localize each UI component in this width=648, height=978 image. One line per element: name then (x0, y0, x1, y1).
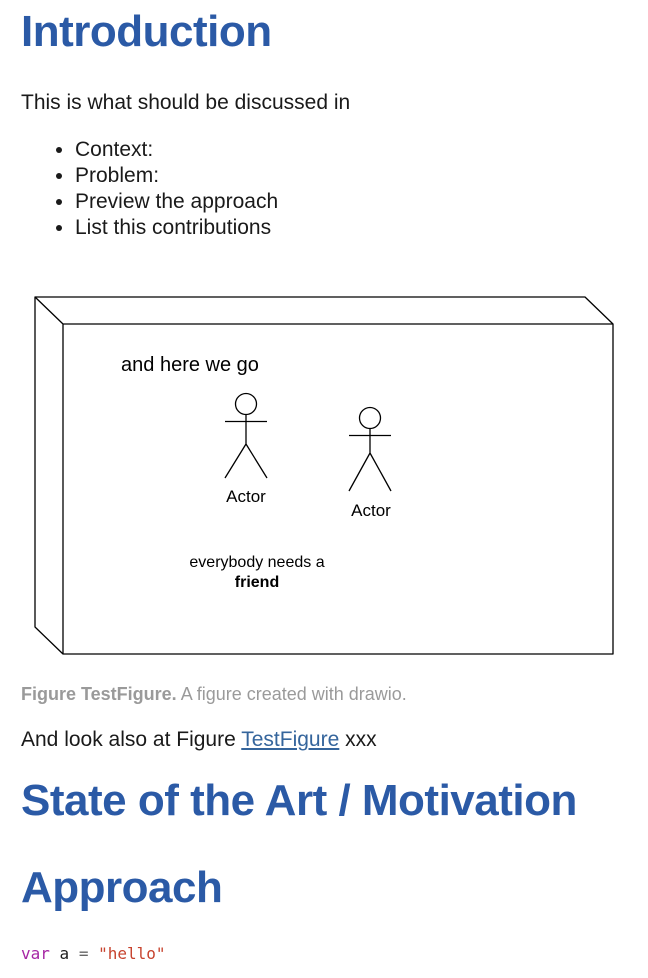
heading-introduction: Introduction (21, 7, 272, 56)
list-item-context: • Context: (75, 137, 628, 163)
intro-lead-paragraph: This is what should be discussed in (21, 91, 351, 115)
code-keyword: var (21, 944, 50, 964)
figure-caption (21, 681, 628, 707)
code-operator: = (78, 944, 89, 964)
list-item-contributions: • List this contributions (75, 215, 628, 241)
drawio-figure (34, 296, 616, 657)
intro-bullet-list (21, 137, 628, 241)
figure-note-bottom-line2: friend (234, 574, 280, 592)
actor-right-label: Actor (351, 501, 391, 521)
code-line (21, 944, 166, 963)
code-variable: a (59, 944, 70, 964)
actor-left-label: Actor (226, 487, 266, 507)
code-string: "hello" (98, 944, 166, 964)
figure-caption-text: A figure created with drawio. (176, 684, 407, 705)
list-item-preview: • Preview the approach (75, 189, 628, 215)
figure-caption-label: Figure TestFigure. (21, 684, 177, 705)
heading-state-of-the-art: State of the Art / Motivation (21, 776, 577, 826)
crossref-prefix: And look also at Figure (21, 728, 242, 752)
figure-note-bottom-line1: everybody needs a (189, 554, 325, 572)
crossref-paragraph (21, 727, 628, 753)
heading-approach: Approach (21, 862, 223, 912)
crossref-suffix: xxx (339, 728, 377, 752)
cube-outline (35, 297, 613, 654)
figure-reference-link[interactable]: TestFigure (241, 728, 340, 752)
figure-note-top: and here we go (121, 354, 259, 377)
code-block (21, 944, 628, 965)
list-item-problem: • Problem: (75, 163, 628, 189)
